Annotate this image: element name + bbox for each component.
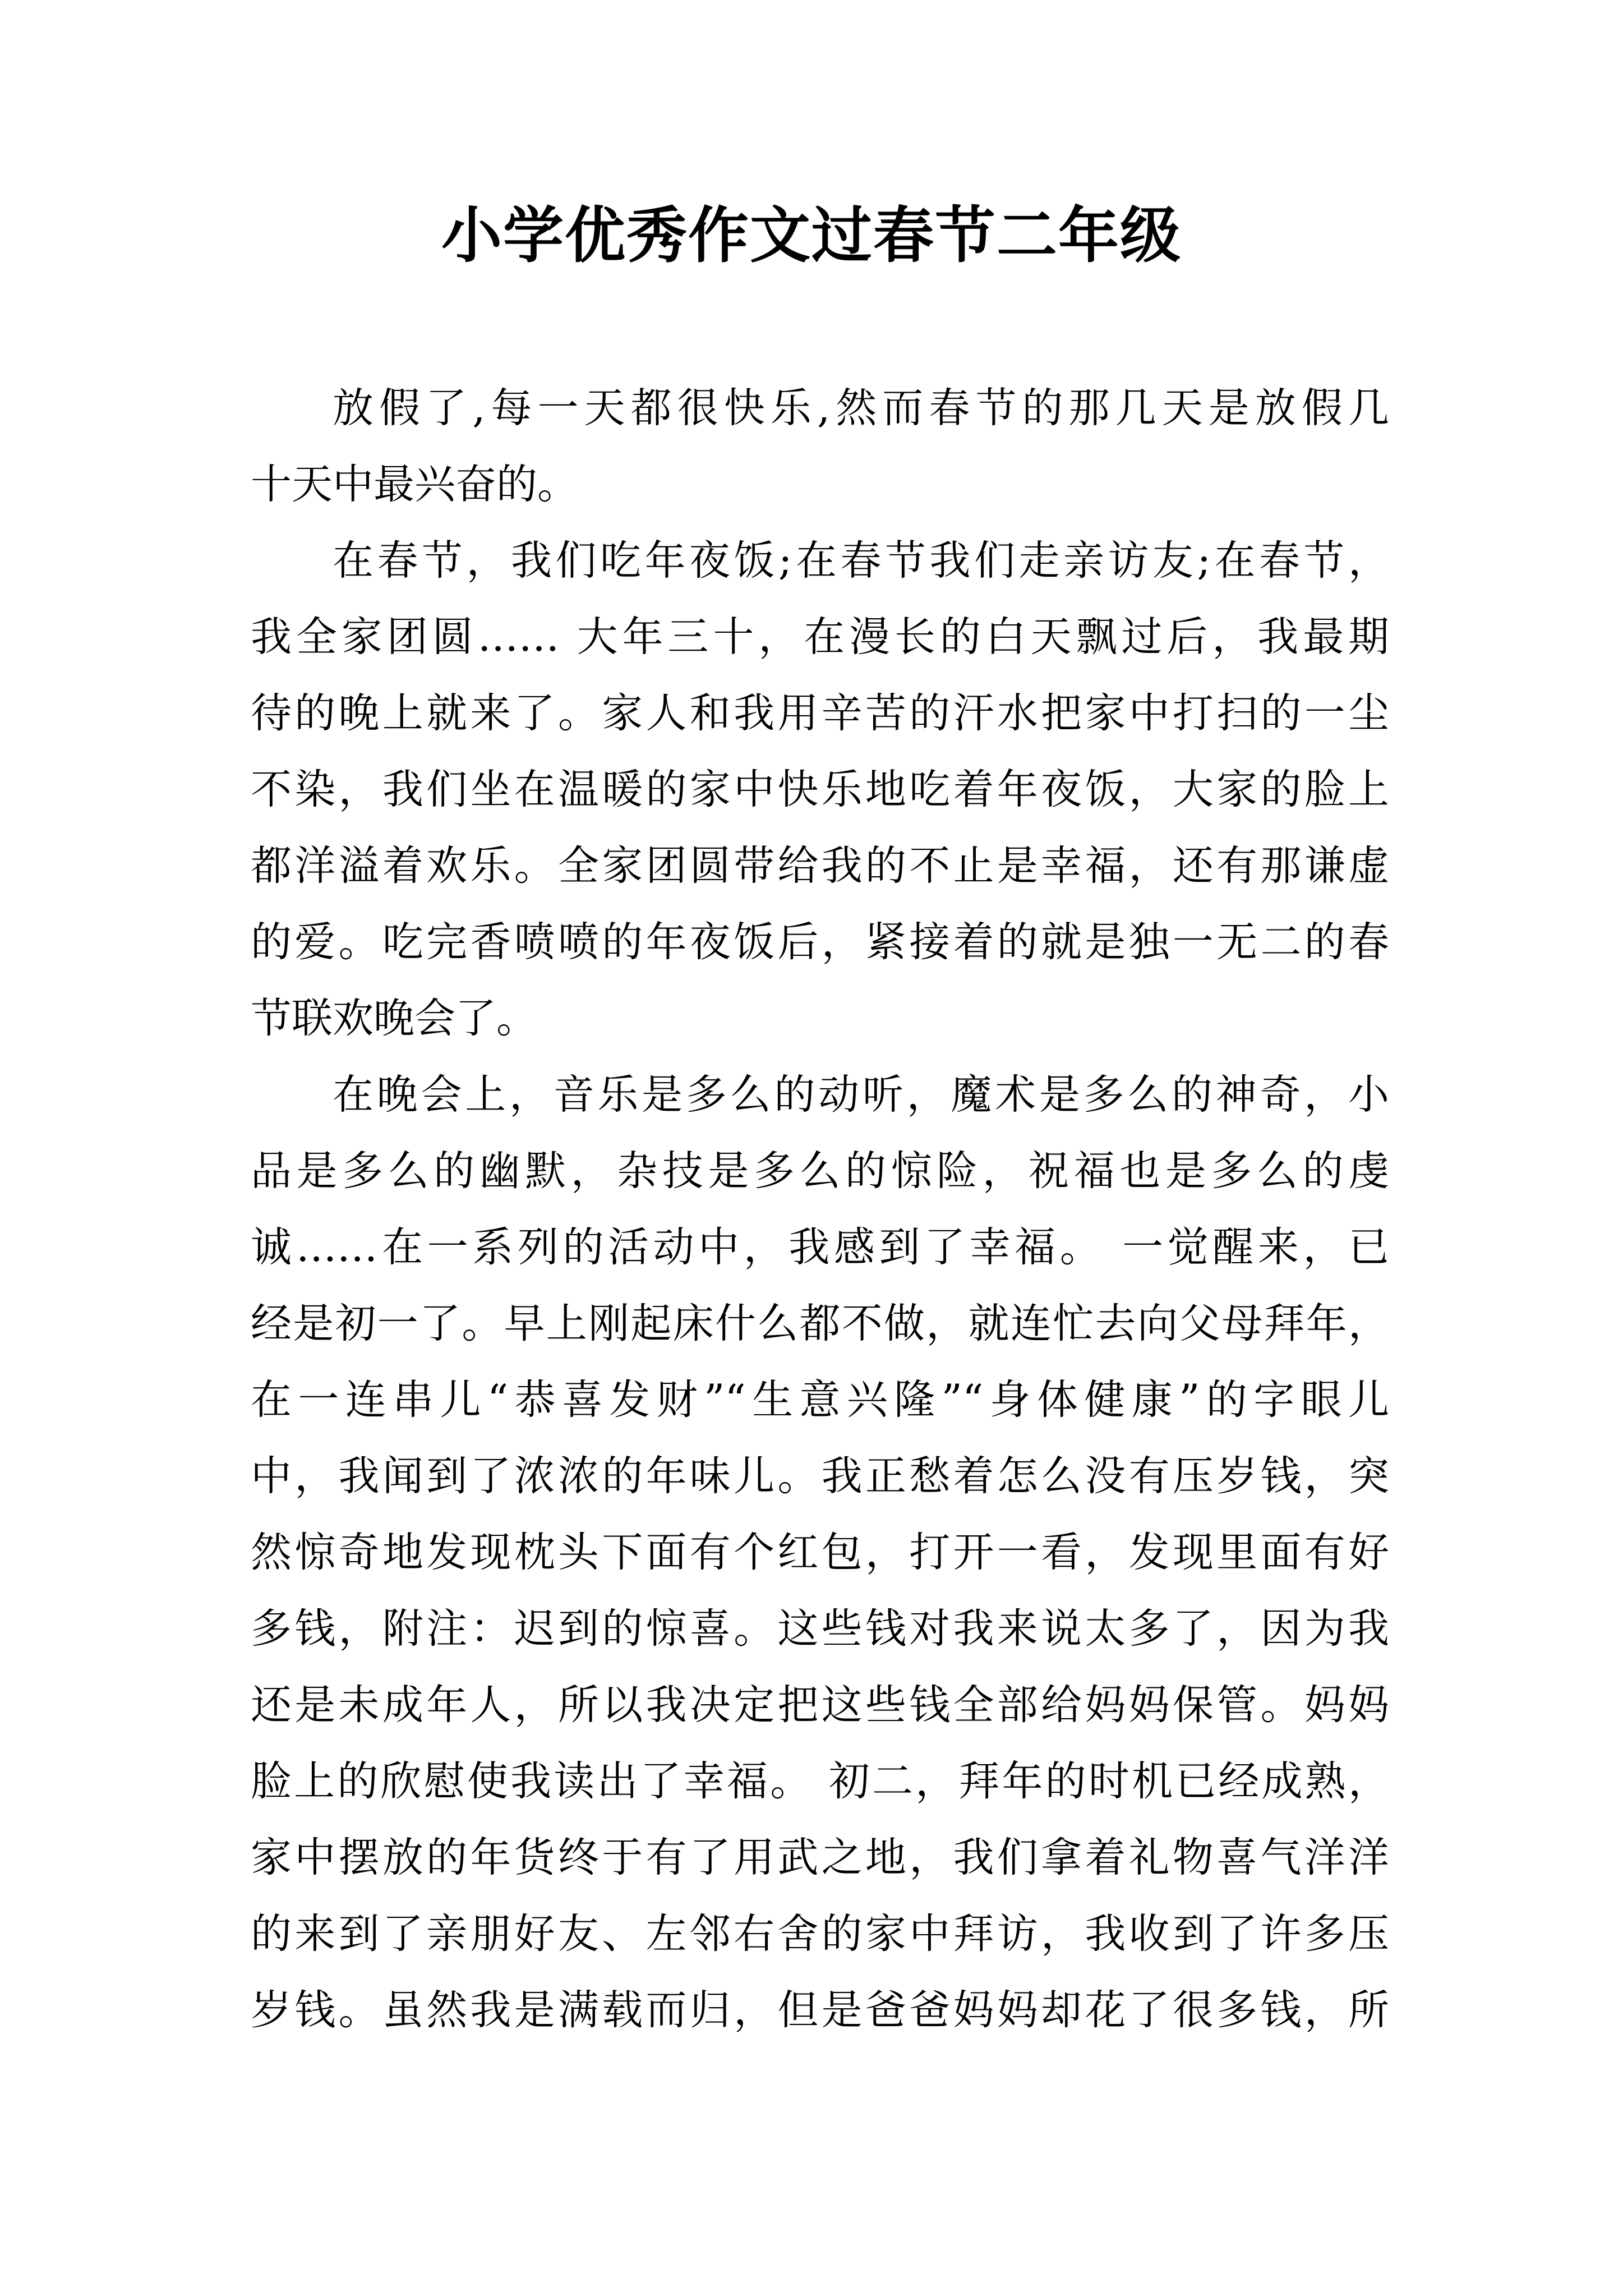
paragraph-line: 节联欢晚会了。 — [251, 995, 537, 1042]
paragraph-line: 中，我闻到了浓浓的年味儿。我正愁着怎么没有压岁钱，突 — [251, 1452, 1389, 1500]
paragraph-line: 在春节，我们吃年夜饭;在春节我们走亲访友;在春节， — [333, 537, 1389, 585]
paragraph-line: 十天中最兴奋的。 — [251, 461, 578, 508]
paragraph-line: 家中摆放的年货终于有了用武之地，我们拿着礼物喜气洋洋 — [251, 1834, 1389, 1881]
paragraph-line: 待的晚上就来了。家人和我用辛苦的汗水把家中打扫的一尘 — [251, 689, 1389, 737]
paragraph-3 — [251, 1057, 1389, 2049]
paragraph-line: 诚……在一系列的活动中，我感到了幸福。 一觉醒来，已 — [251, 1223, 1389, 1271]
paragraph-line: 不染，我们坐在温暖的家中快乐地吃着年夜饭，大家的脸上 — [251, 766, 1389, 813]
paragraph-2 — [251, 523, 1389, 1057]
paragraph-line: 多钱，附注：迟到的惊喜。这些钱对我来说太多了，因为我 — [251, 1605, 1389, 1653]
paragraph-line: 我全家团圆…… 大年三十，在漫长的白天飘过后，我最期 — [251, 613, 1389, 661]
document-title: 小学优秀作文过春节二年级 — [441, 200, 1182, 271]
paragraph-line: 在晚会上，音乐是多么的动听，魔术是多么的神奇，小 — [333, 1071, 1389, 1119]
paragraph-line: 还是未成年人，所以我决定把这些钱全部给妈妈保管。妈妈 — [251, 1681, 1389, 1729]
paragraph-line: 然惊奇地发现枕头下面有个红包，打开一看，发现里面有好 — [251, 1529, 1389, 1576]
paragraph-line: 脸上的欣慰使我读出了幸福。 初二，拜年的时机已经成熟， — [251, 1757, 1389, 1805]
document-body — [251, 370, 1389, 2049]
paragraph-line: 都洋溢着欢乐。全家团圆带给我的不止是幸福，还有那谦虚 — [251, 842, 1389, 890]
paragraph-1 — [251, 370, 1389, 523]
paragraph-line: 在一连串儿“恭喜发财”“生意兴隆”“身体健康”的字眼儿 — [251, 1376, 1389, 1424]
paragraph-line: 的来到了亲朋好友、左邻右舍的家中拜访，我收到了许多压 — [251, 1910, 1389, 1958]
paragraph-line: 经是初一了。早上刚起床什么都不做，就连忙去向父母拜年， — [251, 1300, 1389, 1347]
paragraph-line: 放假了,每一天都很快乐,然而春节的那几天是放假几 — [333, 384, 1389, 432]
paragraph-line: 的爱。吃完香喷喷的年夜饭后，紧接着的就是独一无二的春 — [251, 918, 1389, 966]
paragraph-line: 品是多么的幽默，杂技是多么的惊险，祝福也是多么的虔 — [251, 1147, 1389, 1195]
paragraph-line: 岁钱。虽然我是满载而归，但是爸爸妈妈却花了很多钱，所 — [251, 1986, 1389, 2034]
